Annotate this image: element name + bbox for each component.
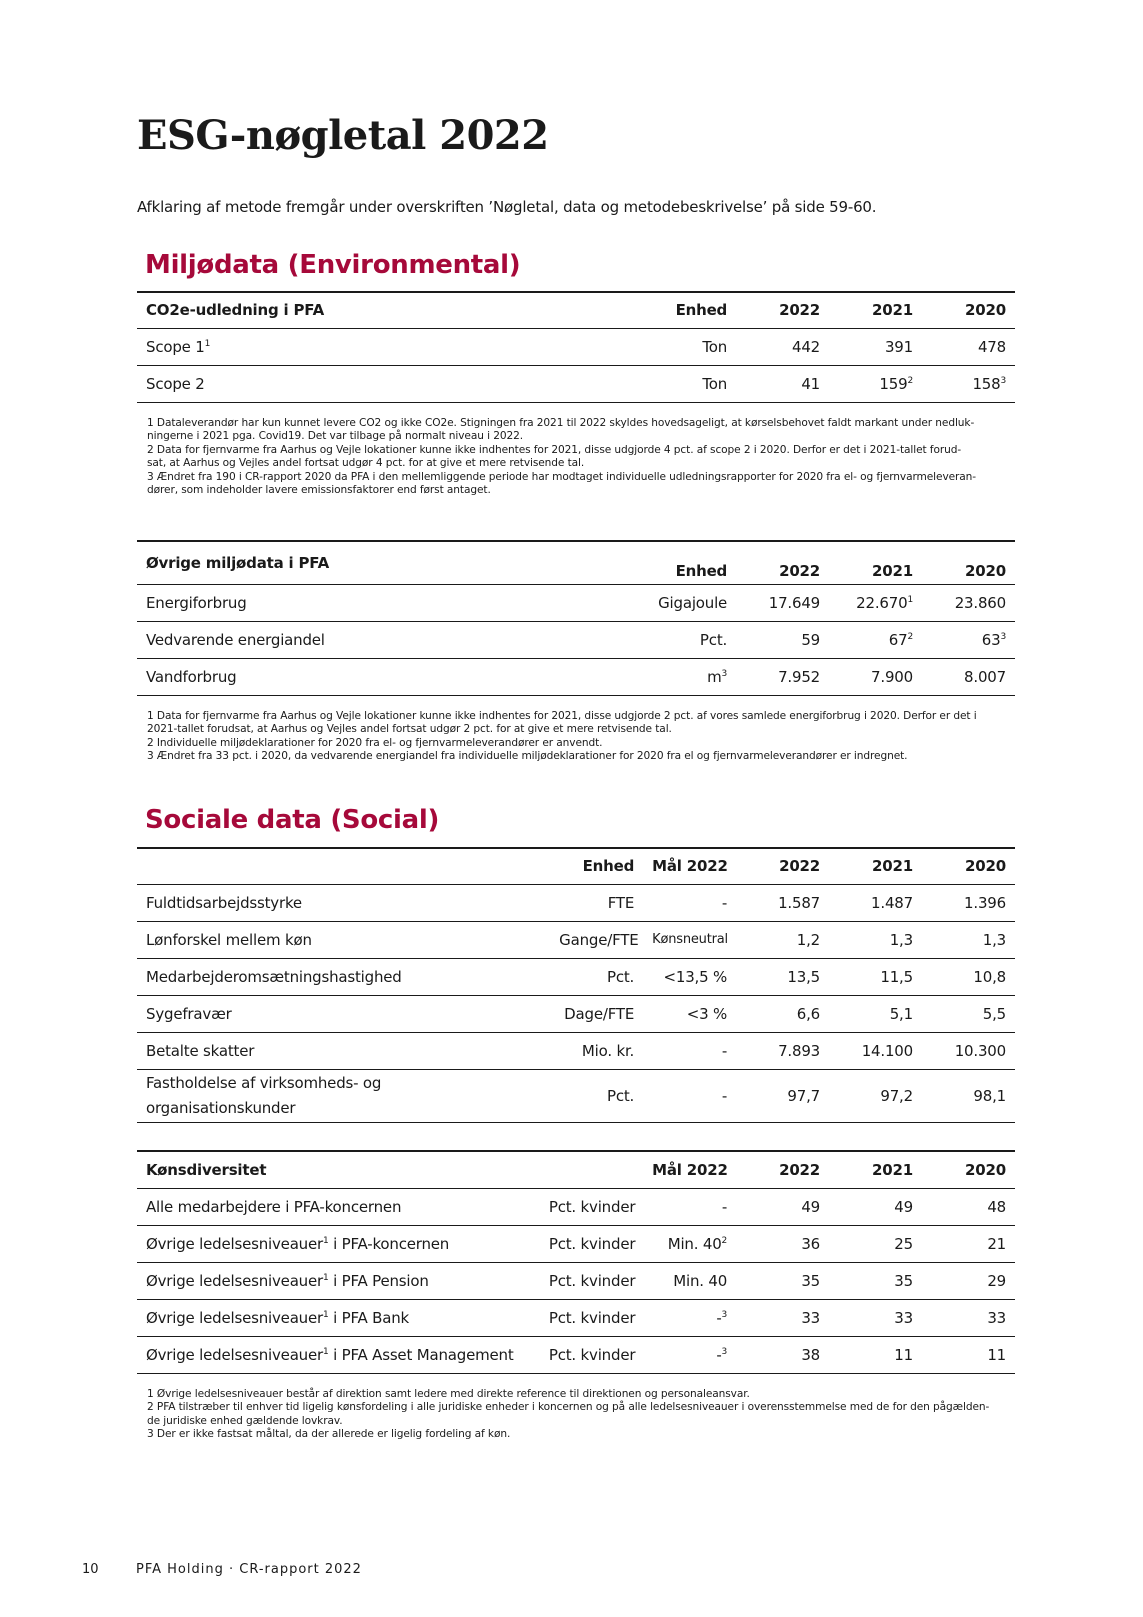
gender-footnotes [137,1388,1015,1442]
row-label: Øvrige ledelsesniveauer$^1$ i PFA Pension [137,1262,540,1299]
footer-text: PFA Holding · CR-rapport 2022 [136,1562,362,1577]
row-value-2021: 1,3 [829,921,922,958]
row-value-2021: 97,2 [829,1069,922,1122]
row-value-2022: 59 [736,621,829,658]
row-value-2022: 49 [736,1188,829,1225]
row-value-2020: 1.396 [922,884,1015,921]
table-row [137,1188,1015,1225]
table-row [137,1225,1015,1262]
row-target: -$^3$ [643,1336,736,1373]
table-row [137,328,1015,365]
other-env-header-label: Øvrige miljødata i PFA [137,541,633,584]
row-value-2021: 35 [829,1262,922,1299]
row-value-2022: 6,6 [736,995,829,1032]
row-target: - [643,1188,736,1225]
page-number: 10 [82,1562,99,1577]
row-value-2020: 98,1 [922,1069,1015,1122]
gender-header-label: Kønsdiversitet [137,1151,540,1188]
row-target: Kønsneutral [643,921,736,958]
co2-footnotes [137,417,1015,498]
workforce-table-block [137,847,1015,1123]
row-value-2022: 38 [736,1336,829,1373]
row-value-2020: 33 [922,1299,1015,1336]
workforce-table [137,847,1015,1123]
table-row [137,921,1015,958]
row-unit: Pct. kvinder [540,1188,643,1225]
table-row [137,584,1015,621]
row-unit: Pct. [633,621,736,658]
workforce-header-2021: 2021 [829,848,922,884]
row-value-2020: 23.860 [922,584,1015,621]
footnote-line: 3 Der er ikke fastsat måltal, da der allerede er ligelig fordeling af køn. [147,1428,511,1440]
row-value-2022: 41 [736,365,829,402]
footnote-line: 2 PFA tilstræber til enhver tid ligelig kønsfordeling i alle juridiske enheder i koncernen og på alle ledelsesniveauer i overensstemmelse med de for den pågælden- [147,1401,990,1413]
row-label: Øvrige ledelsesniveauer$^1$ i PFA Asset Management [137,1336,540,1373]
row-value-2021: 11 [829,1336,922,1373]
row-value-2021: $159^2$ [829,365,922,402]
row-value-2021: 391 [829,328,922,365]
co2-header-unit: Enhed [633,292,736,328]
other-env-header-2022: 2022 [736,541,829,584]
row-label: Sygefravær [137,995,550,1032]
row-unit: Pct. [550,1069,643,1122]
row-value-2021: 22.670$^1$ [829,584,922,621]
row-value-2020: 48 [922,1188,1015,1225]
table-row [137,1299,1015,1336]
footnote-line: 3 Ændret fra 33 pct. i 2020, da vedvarende energiandel fra individuelle miljødeklarationer for 2020 fra el og fjernvarmeleverandører er indregnet. [147,750,908,762]
other-env-table [137,540,1015,696]
row-target: <13,5 % [643,958,736,995]
row-value-2022: 35 [736,1262,829,1299]
table-row [137,365,1015,402]
row-value-2020: 8.007 [922,658,1015,695]
row-label: Øvrige ledelsesniveauer$^1$ i PFA Bank [137,1299,540,1336]
row-label: Medarbejderomsætningshastighed [137,958,550,995]
footnote-line: sat, at Aarhus og Vejles andel fortsat udgør 4 pct. for at give et mere retvisende tal. [147,457,585,469]
row-value-2020: 29 [922,1262,1015,1299]
row-value-2021: $67^2$ [829,621,922,658]
other-env-header-unit: Enhed [633,541,736,584]
row-value-2022: 1.587 [736,884,829,921]
row-value-2022: 1,2 [736,921,829,958]
footnote-line: 1 Data for fjernvarme fra Aarhus og Vejle lokationer kunne ikke indhentes for 2021, disse udgjorde 2 pct. af vores samlede energiforbrug i 2020. Derfor er det i [147,709,977,722]
footnote-line: 3 Ændret fra 190 i CR-rapport 2020 da PFA i den mellemliggende periode har modtaget individuelle udledningsrapporter for 2020 fra el- og fjernvarmeleveran- [147,470,977,483]
row-target: - [643,1032,736,1069]
table-row [137,995,1015,1032]
row-value-2020: 5,5 [922,995,1015,1032]
row-unit: Pct. kvinder [540,1262,643,1299]
co2-header-2020: 2020 [922,292,1015,328]
gender-header-2022: 2022 [736,1151,829,1188]
row-value-2021: 33 [829,1299,922,1336]
footnote-line: 1 Dataleverandør har kun kunnet levere CO2 og ikke CO2e. Stigningen fra 2021 til 2022 skyldes hovedsageligt, at kørselsbehovet faldt markant under nedluk- [147,416,975,429]
row-value-2021: 5,1 [829,995,922,1032]
intro-text: Afklaring af metode fremgår under overskriften ’Nøgletal, data og metodebeskrivelse’ på side 59-60. [137,198,877,216]
other-env-table-block [137,540,1015,764]
row-value-2022: 97,7 [736,1069,829,1122]
row-unit: Pct. kvinder [540,1299,643,1336]
row-value-2021: 25 [829,1225,922,1262]
row-target: - [643,884,736,921]
row-unit: Ton [633,328,736,365]
row-label: Lønforskel mellem køn [137,921,550,958]
row-unit: $m^3$ [633,658,736,695]
row-label: Scope $1^1$ [137,328,633,365]
other-env-header-2020: 2020 [922,541,1015,584]
footnote-line: 2021-tallet forudsat, at Aarhus og Vejles andel fortsat udgør 2 pct. for at give et mere retvisende tal. [147,723,672,735]
row-value-2022: 442 [736,328,829,365]
row-value-2022: 7.952 [736,658,829,695]
row-unit: Gigajoule [633,584,736,621]
row-label: Energiforbrug [137,584,633,621]
workforce-header-2022: 2022 [736,848,829,884]
row-unit: Gange/FTE [550,921,643,958]
row-value-2022: 7.893 [736,1032,829,1069]
row-label: Fuldtidsarbejdsstyrke [137,884,550,921]
other-env-header-2021: 2021 [829,541,922,584]
table-row [137,1262,1015,1299]
row-value-2021: 11,5 [829,958,922,995]
gender-header-2021: 2021 [829,1151,922,1188]
row-label: Fastholdelse af virksomheds- og organisationskunder [137,1069,550,1122]
row-target: Min. 40 [643,1262,736,1299]
footnote-line: de juridiske enhed gældende lovkrav. [147,1414,343,1427]
workforce-header-target: Mål 2022 [643,848,736,884]
table-row [137,884,1015,921]
footnote-line: 2 Data for fjernvarme fra Aarhus og Vejle lokationer kunne ikke indhentes for 2021, disse udgjorde 4 pct. af scope 2 i 2020. Derfor er det i 2021-tallet forud- [147,443,962,456]
other-env-footnotes [137,710,1015,764]
gender-table [137,1150,1015,1374]
table-row [137,658,1015,695]
table-row [137,621,1015,658]
row-value-2021: 14.100 [829,1032,922,1069]
gender-table-block [137,1150,1015,1442]
row-target: <3 % [643,995,736,1032]
row-value-2020: $158^3$ [922,365,1015,402]
row-value-2020: 21 [922,1225,1015,1262]
table-row [137,1336,1015,1373]
row-value-2020: $63^3$ [922,621,1015,658]
table-row [137,1069,1015,1122]
row-value-2020: 10.300 [922,1032,1015,1069]
row-value-2022: 13,5 [736,958,829,995]
environmental-heading: Miljødata (Environmental) [145,250,521,280]
table-row [137,1032,1015,1069]
co2-header-2021: 2021 [829,292,922,328]
row-label: Betalte skatter [137,1032,550,1069]
co2-header-label: CO2e-udledning i PFA [137,292,633,328]
row-value-2020: 11 [922,1336,1015,1373]
row-value-2022: 17.649 [736,584,829,621]
gender-header-unit [540,1151,643,1188]
row-target: Min. $40^2$ [643,1225,736,1262]
row-unit: Ton [633,365,736,402]
row-value-2020: 478 [922,328,1015,365]
social-heading: Sociale data (Social) [145,805,440,835]
row-unit: Pct. [550,958,643,995]
gender-header-2020: 2020 [922,1151,1015,1188]
row-value-2022: 36 [736,1225,829,1262]
row-value-2021: 49 [829,1188,922,1225]
workforce-header-2020: 2020 [922,848,1015,884]
row-target: - [643,1069,736,1122]
workforce-header-unit: Enhed [550,848,643,884]
row-label: Øvrige ledelsesniveauer$^1$ i PFA-koncernen [137,1225,540,1262]
row-unit: Mio. kr. [550,1032,643,1069]
row-value-2020: 1,3 [922,921,1015,958]
page-title: ESG-nøgletal 2022 [137,112,549,159]
co2-table-block [137,291,1015,498]
row-target: -$^3$ [643,1299,736,1336]
row-unit: Pct. kvinder [540,1336,643,1373]
row-unit: Pct. kvinder [540,1225,643,1262]
footnote-line: 2 Individuelle miljødeklarationer for 2020 fra el- og fjernvarmeleverandører er anvendt. [147,736,603,749]
table-row [137,958,1015,995]
footnote-line: dører, som indeholder lavere emissionsfaktorer end først antaget. [147,484,491,496]
co2-table [137,291,1015,403]
footnote-line: 1 Øvrige ledelsesniveauer består af direktion samt ledere med direkte reference til direktionen og personaleansvar. [147,1387,750,1400]
row-label: Scope 2 [137,365,633,402]
row-unit: Dage/FTE [550,995,643,1032]
row-unit: FTE [550,884,643,921]
page-footer [82,1562,362,1577]
row-value-2021: 7.900 [829,658,922,695]
footnote-line: ningerne i 2021 pga. Covid19. Det var tilbage på normalt niveau i 2022. [147,430,524,442]
row-value-2022: 33 [736,1299,829,1336]
row-label: Vandforbrug [137,658,633,695]
row-label: Vedvarende energiandel [137,621,633,658]
row-label: Alle medarbejdere i PFA-koncernen [137,1188,540,1225]
workforce-header-label [137,848,550,884]
co2-header-2022: 2022 [736,292,829,328]
gender-header-target: Mål 2022 [643,1151,736,1188]
row-value-2020: 10,8 [922,958,1015,995]
row-value-2021: 1.487 [829,884,922,921]
